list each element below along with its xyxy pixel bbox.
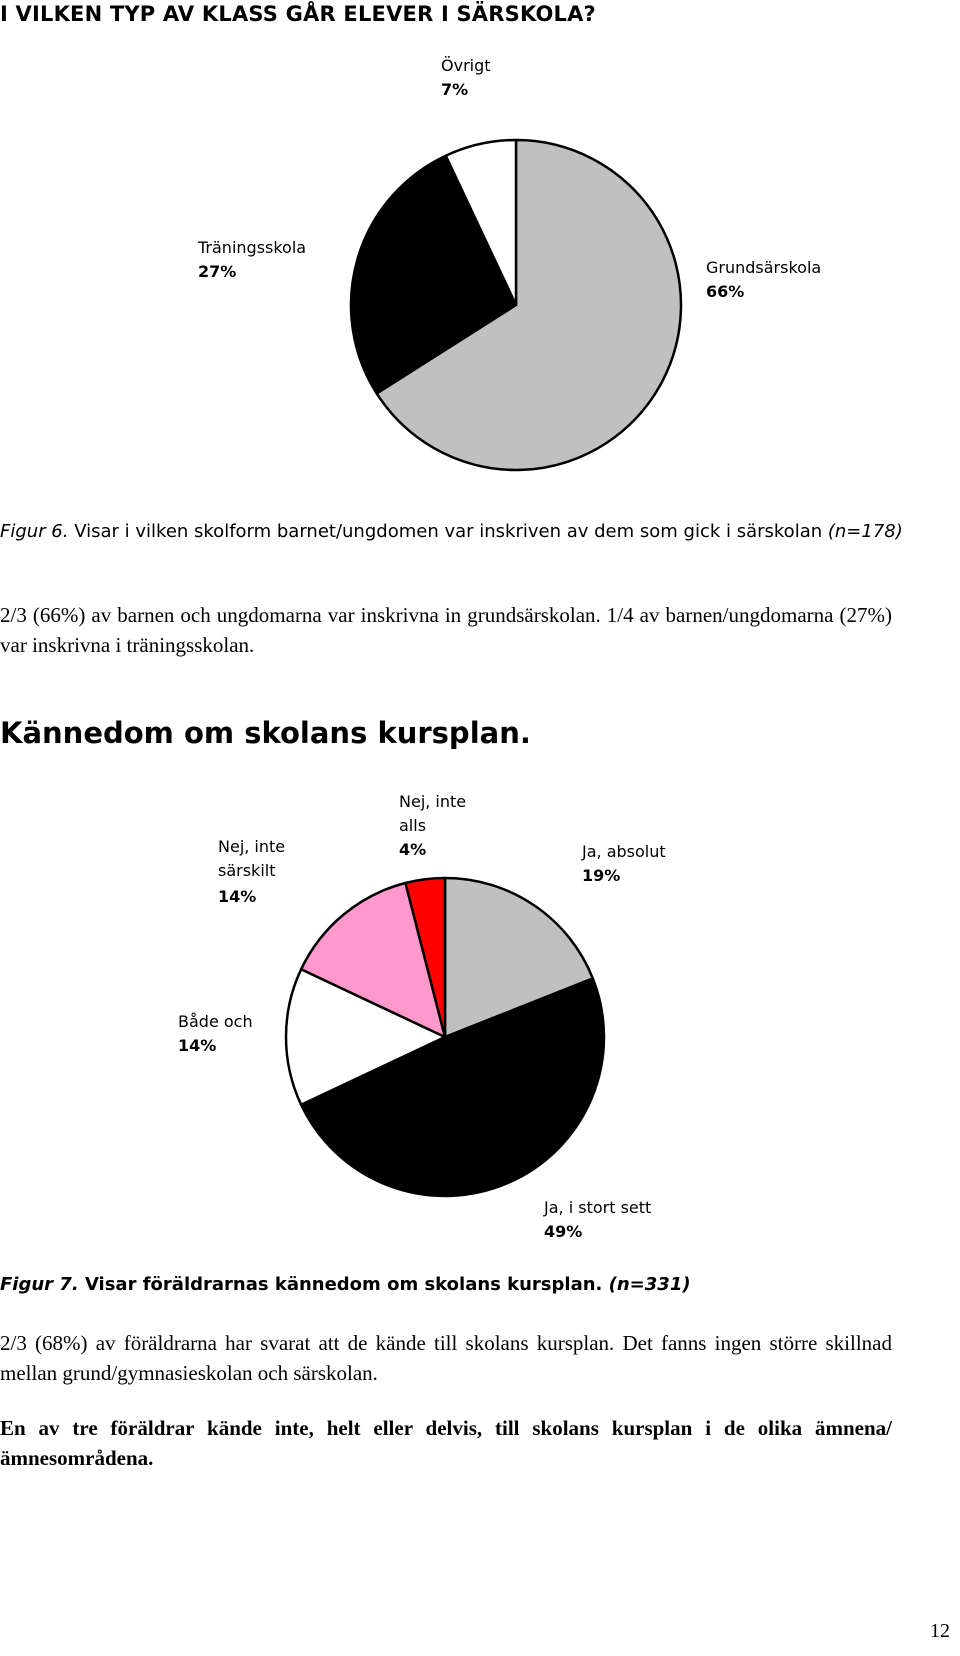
label-bade-och <box>178 1010 253 1058</box>
label-ovrigt-pct: 7% <box>441 80 469 99</box>
label-ovrigt-name: Övrigt <box>441 56 491 75</box>
figure6-prefix: Figur 6. <box>0 521 69 542</box>
label-nej-inte-alls-line1: Nej, inte <box>399 792 467 811</box>
label-grundsarskola <box>706 256 821 304</box>
label-grundsarskola-name: Grundsärskola <box>706 258 822 277</box>
label-nej-inte-alls-line2: alls <box>399 816 427 835</box>
label-ja-absolut-pct: 19% <box>582 866 621 885</box>
paragraph-2: 2/3 (68%) av föräldrarna har svarat att de kände till skolans kursplan. Det fanns ingen större skillnad mellan grund/gymnasieskolan och särskolan. <box>0 1331 892 1385</box>
label-nej-inte-sarskilt-line2: särskilt <box>218 861 276 880</box>
label-bade-och-name: Både och <box>178 1012 253 1031</box>
figure7-prefix: Figur 7. <box>0 1274 79 1295</box>
label-nej-inte-alls <box>399 790 466 862</box>
figure7-text: Visar föräldrarnas kännedom om skolans kursplan. <box>78 1274 609 1295</box>
label-ja-i-stort-sett-pct: 49% <box>544 1222 583 1241</box>
section-heading: I VILKEN TYP AV KLASS GÅR ELEVER I SÄRSKOLA? <box>0 2 596 26</box>
curriculum-heading: Kännedom om skolans kursplan. <box>0 716 531 750</box>
paragraph-1: 2/3 (66%) av barnen och ungdomarna var inskrivna in grundsärskolan. 1/4 av barnen/ungdomarna (27%) var inskrivna i träningsskolan. <box>0 603 892 657</box>
label-traningsskola <box>198 236 306 284</box>
label-ja-i-stort-sett-name: Ja, i stort sett <box>544 1198 652 1217</box>
figure7-caption <box>0 1274 691 1295</box>
label-traningsskola-name: Träningsskola <box>198 238 307 257</box>
label-traningsskola-pct: 27% <box>198 262 237 281</box>
figure6-text: Visar i vilken skolform barnet/ungdomen var inskriven av dem som gick i särskolan <box>68 521 823 542</box>
label-bade-och-pct: 14% <box>178 1036 217 1055</box>
label-nej-inte-alls-pct: 4% <box>399 840 427 859</box>
label-nej-inte-sarskilt-line1: Nej, inte <box>218 837 286 856</box>
label-ja-absolut-name: Ja, absolut <box>582 842 666 861</box>
label-ja-absolut <box>582 840 666 888</box>
label-nej-inte-sarskilt-pct: 14% <box>218 887 257 906</box>
pie-chart-school-type <box>351 140 681 470</box>
label-nej-inte-sarskilt <box>218 835 285 909</box>
label-ja-i-stort-sett <box>544 1196 651 1244</box>
figure6-caption <box>0 518 955 546</box>
figure6-n: (n=178) <box>827 521 903 542</box>
label-grundsarskola-pct: 66% <box>706 282 745 301</box>
label-ovrigt <box>441 54 491 102</box>
page-number: 12 <box>930 1620 950 1642</box>
paragraph-3: En av tre föräldrar kände inte, helt eller delvis, till skolans kursplan i de olika ämnena/ämnesområdena. <box>0 1416 892 1470</box>
pie-chart-curriculum-awareness <box>286 878 604 1196</box>
figure7-n: (n=331) <box>608 1274 691 1295</box>
